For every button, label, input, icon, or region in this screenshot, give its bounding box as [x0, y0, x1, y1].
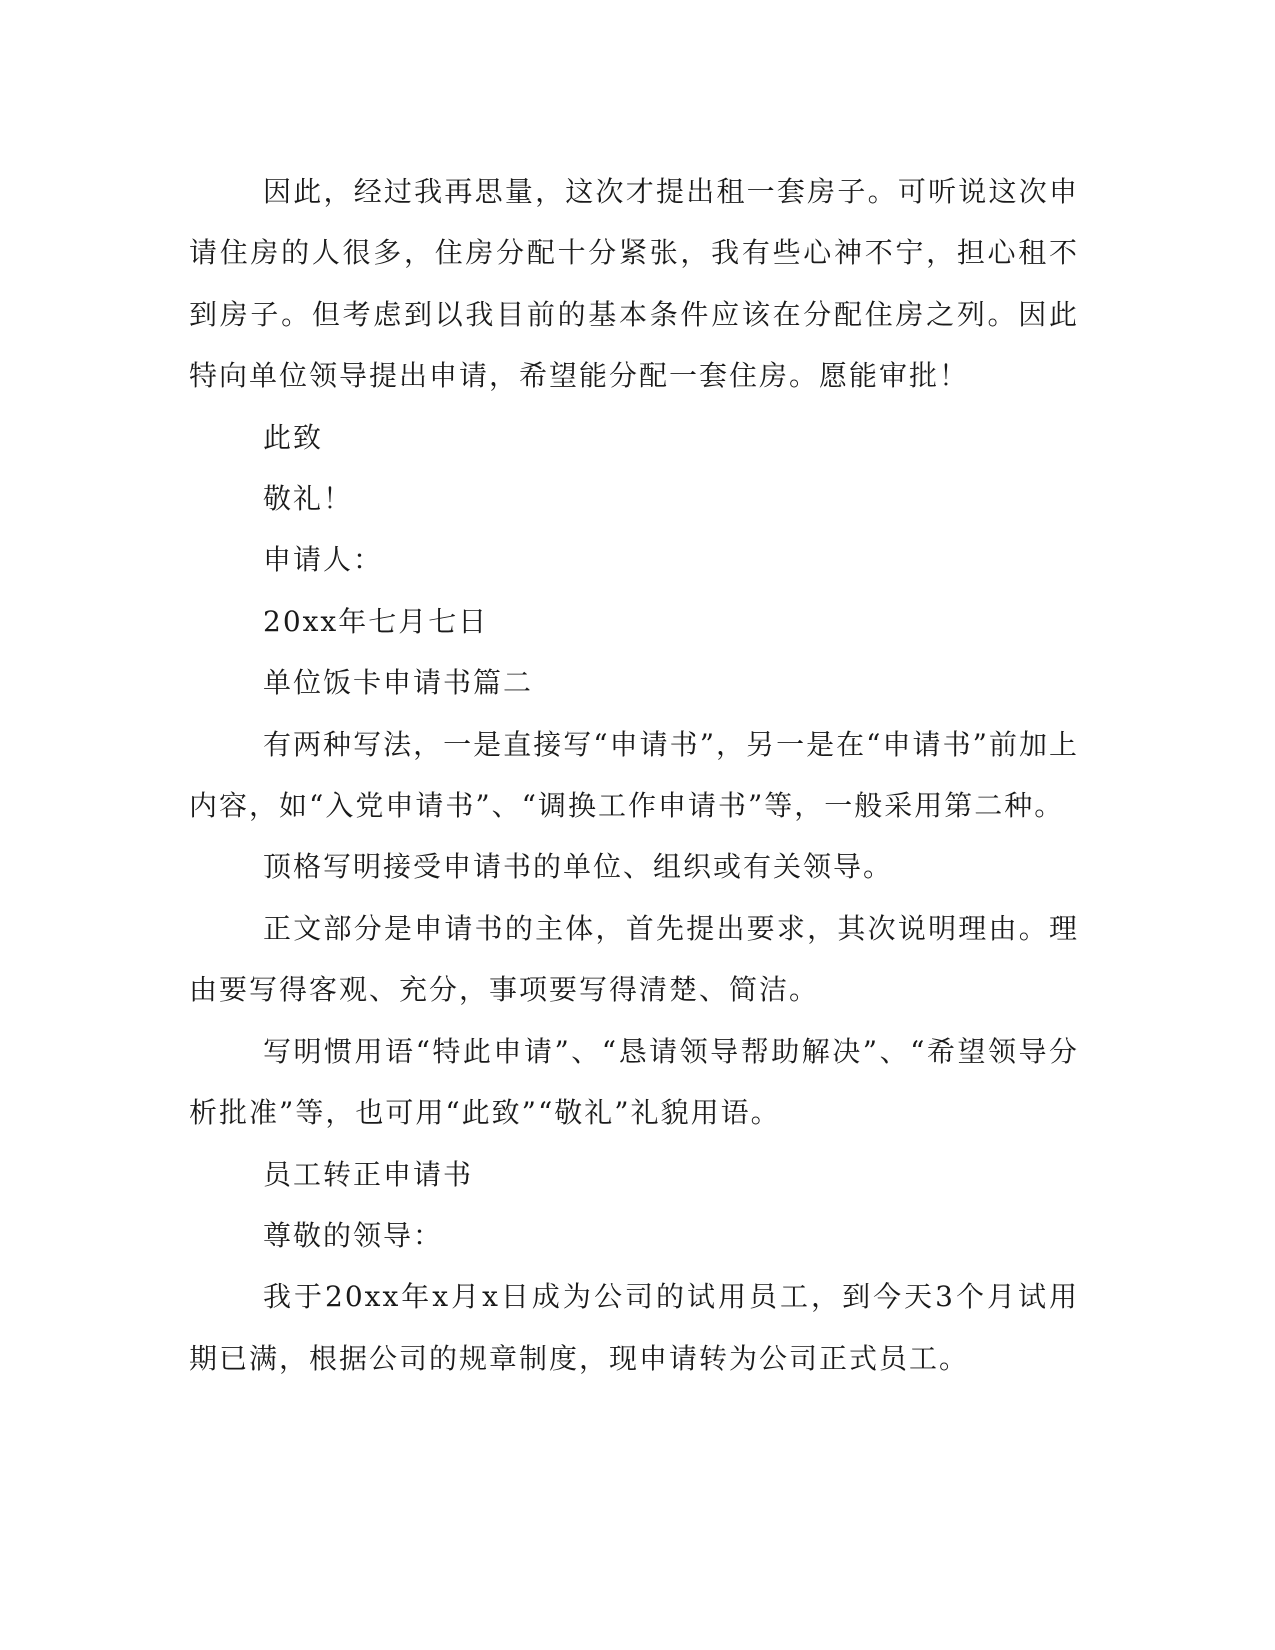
date-line: 20xx年七月七日 — [263, 604, 489, 638]
paragraph-title-writing: 有两种写法，一是直接写“申请书”，另一是在“申请书”前加上内容，如“入党申请书”、“调换工作申请书”等，一般采用第二种。 — [189, 727, 1079, 823]
paragraph-closing-phrases: 写明惯用语“特此申请”、“恳请领导帮助解决”、“希望领导分析批准”等，也可用“此致”“敬礼”礼貌用语。 — [189, 1034, 1079, 1130]
applicant-label: 申请人： — [263, 543, 384, 577]
paragraph-addressee: 顶格写明接受申请书的单位、组织或有关领导。 — [263, 850, 894, 884]
section-heading-probation: 员工转正申请书 — [263, 1157, 474, 1191]
closing-salutation: 此致 — [263, 420, 324, 454]
paragraph-housing-request: 因此，经过我再思量，这次才提出租一套房子。可听说这次申请住房的人很多，住房分配十分紧张，我有些心神不宁，担心租不到房子。但考虑到以我目前的基本条件应该在分配住房之列。因此特向单位领导提出申请，希望能分配一套住房。愿能审批！ — [189, 175, 1079, 393]
paragraph-main-body: 正文部分是申请书的主体，首先提出要求，其次说明理由。理由要写得客观、充分，事项要写得清楚、简洁。 — [189, 911, 1079, 1007]
closing-regards: 敬礼！ — [263, 482, 354, 516]
section-heading-meal-card: 单位饭卡申请书篇二 — [263, 666, 534, 700]
document-body — [189, 161, 1079, 1389]
paragraph-probation-request: 我于20xx年x月x日成为公司的试用员工，到今天3个月试用期已满，根据公司的规章制度，现申请转为公司正式员工。 — [189, 1280, 1079, 1375]
greeting-line: 尊敬的领导： — [263, 1218, 444, 1252]
